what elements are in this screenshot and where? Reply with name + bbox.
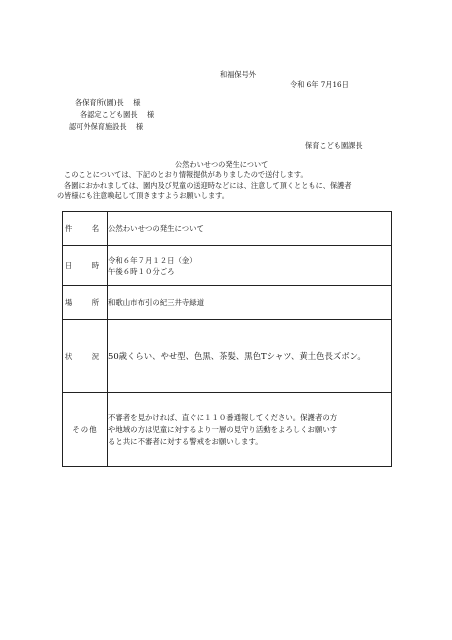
- table-row-place: [63, 286, 392, 320]
- other-line: 不審者を見かければ、直ぐに１１０番通報してください。保護者の方: [108, 412, 338, 422]
- document-number: 和福保号外: [220, 70, 256, 79]
- subject-value: 公然わいせつの発生について: [108, 212, 392, 246]
- other-line: や地域の方は児童に対するより一層の見守り活動をよろしくお願いす: [108, 424, 338, 434]
- situation-label: 状 況: [63, 320, 108, 393]
- subject-label: 件 名: [63, 212, 108, 246]
- recipient-line: 各保育所(園)長 様: [75, 98, 141, 107]
- table-row-subject: [63, 212, 392, 246]
- table-row-situation: [63, 320, 392, 393]
- table-row-datetime: [63, 246, 392, 286]
- other-value: [108, 393, 392, 467]
- recipient-line: 認可外保育施設長 様: [69, 122, 144, 131]
- issue-date: 令和 6年 7月16日: [290, 80, 349, 89]
- place-value: 和歌山市布引の紀三井寺緑道: [108, 286, 392, 320]
- datetime-label: 日 時: [63, 246, 108, 286]
- body-paragraph-line: 各園におかれましては、園内及び児童の送迎時などには、注意して頂くとともに、保護者: [64, 181, 352, 190]
- recipient-line: 各認定こども園長 様: [80, 110, 155, 119]
- sender: 保育こども園課長: [305, 141, 363, 150]
- other-label: その他: [63, 393, 108, 467]
- place-label: 場 所: [63, 286, 108, 320]
- body-paragraph-line: の皆様にも注意喚起して頂きますようお願いします。: [57, 191, 229, 200]
- situation-value: 50歳くらい、やせ型、色黒、茶髪、黒色Tシャツ、黄土色長ズボン。: [108, 320, 392, 393]
- datetime-date: 令和６年７月１２日（金）: [108, 255, 197, 265]
- datetime-value: [108, 246, 392, 286]
- incident-table: [62, 211, 392, 467]
- body-paragraph-line: このことについては、下記のとおり情報提供がありましたので送付します。: [64, 170, 308, 179]
- table-row-other: [63, 393, 392, 467]
- document-title: 公然わいせつの発生について: [175, 160, 269, 169]
- other-line: ると共に不審者に対する警戒をお願いします。: [108, 436, 263, 446]
- datetime-time: 午後６時１０分ごろ: [108, 266, 175, 276]
